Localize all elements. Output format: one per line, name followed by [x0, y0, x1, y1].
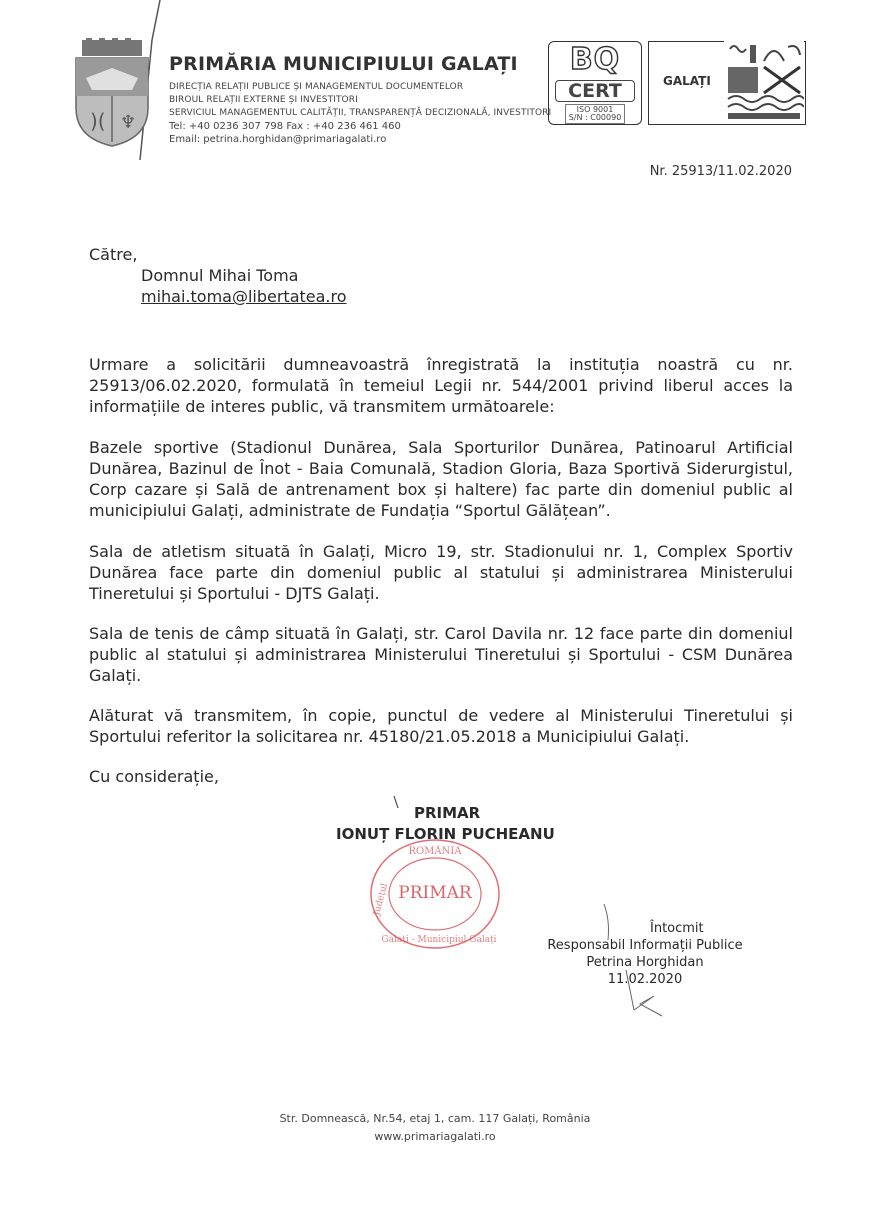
- signature-tick-icon: [388, 794, 408, 814]
- svg-text:)(: )(: [90, 109, 106, 133]
- prepared-by-name: Petrina Horghidan: [586, 955, 704, 970]
- svg-text:♆: ♆: [120, 112, 137, 133]
- recipient-salutation: Către,: [89, 245, 138, 264]
- footer-address: Str. Domnească, Nr.54, etaj 1, cam. 117 Galați, România: [279, 1112, 591, 1125]
- bq-logo-text: BQ: [569, 42, 621, 77]
- contact-phone: Tel: +40 0236 307 798 Fax : +40 236 461 460: [169, 121, 401, 132]
- org-department-line: DIRECȚIA RELAȚII PUBLICE ȘI MANAGEMENTUL DOCUMENTELOR: [169, 82, 464, 92]
- stamp-center-text: PRIMAR: [398, 883, 472, 903]
- closing-formula: Cu considerație,: [89, 767, 219, 786]
- document-number: Nr. 25913/11.02.2020: [649, 164, 792, 179]
- coat-of-arms-icon: [72, 38, 152, 148]
- org-office-line: BIROUL RELAȚII EXTERNE ȘI INVESTITORI: [169, 95, 358, 105]
- prepared-by-block: [500, 920, 790, 988]
- org-service-line: SERVICIUL MANAGEMENTUL CALITĂȚII, TRANSPARENȚĂ DECIZIONALĂ, INVESTITORI: [169, 108, 552, 118]
- stamp-ring-bottom-text: Galați - Municipiul Galați: [381, 935, 497, 945]
- stamp-ring-top-text: ROMÂNIA: [408, 846, 462, 857]
- cert-logo-text: CERT: [555, 80, 635, 102]
- prepared-by-role: Responsabil Informații Publice: [547, 938, 743, 953]
- recipient-email-link[interactable]: mihai.toma@libertatea.ro: [141, 287, 347, 306]
- iso-standard: ISO 9001: [576, 105, 614, 114]
- org-name: PRIMĂRIA MUNICIPIULUI GALAȚI: [169, 53, 518, 75]
- body-paragraph-intro: Urmare a solicitării dumneavoastră înregistrată la instituția noastră cu nr. 25913/06.02.2020, formulată în temeiul Legii nr. 544/2001 privind liberul acces la informațiile de interes public, vă transmitem următoarele:: [89, 355, 793, 416]
- prepared-by-label: Întocmit: [650, 921, 704, 936]
- body-paragraph-attachment: Alăturat vă transmitem, în copie, punctul de vedere al Ministerului Tineretului și Sportului referitor la solicitarea nr. 45180/21.05.2018 a Municipiului Galați.: [89, 706, 793, 746]
- recipient-name: Domnul Mihai Toma: [141, 266, 299, 285]
- footer-website-link[interactable]: www.primariagalati.ro: [374, 1130, 496, 1143]
- bq-cert-logo: [548, 41, 642, 125]
- iso-serial: S/N : C00090: [568, 113, 622, 122]
- contact-email: Email: petrina.horghidan@primariagalati.ro: [169, 134, 387, 145]
- iso-label: [565, 104, 625, 124]
- body-paragraph-sports-bases: Bazele sportive (Stadionul Dunărea, Sala Sporturilor Dunărea, Patinoarul Artificial Dunărea, Bazinul de Înot - Baia Comunală, Stadion Gloria, Baza Sportivă Siderurgistul, Corp cazare și Sală de antrenament box și haltere) fac parte din domeniul public al municipiului Galați, administrate de Fundația “Sportul Gălățean”.: [89, 438, 793, 520]
- signatory-title: PRIMAR: [414, 804, 481, 822]
- city-label: GALAȚI: [663, 74, 711, 88]
- city-emblem-icon: [724, 41, 804, 123]
- body-paragraph-tennis-hall: Sala de tenis de câmp situată în Galați, str. Carol Davila nr. 12 face parte din domeniul public al statului și administrarea Ministerului Tineretului și Sportului - CSM Dunărea Galați.: [89, 624, 793, 685]
- signatory-name: IONUȚ FLORIN PUCHEANU: [336, 825, 555, 843]
- stamp-ring-left-text: Județul: [371, 882, 391, 917]
- body-paragraph-athletics-hall: Sala de atletism situată în Galați, Micro 19, str. Stadionului nr. 1, Complex Sportiv Dunărea face parte din domeniul public al statului și administrarea Ministerului Tineretului și Sportului - DJTS Galați.: [89, 542, 793, 603]
- prepared-by-date: 11.02.2020: [607, 972, 683, 987]
- official-stamp: [365, 832, 505, 952]
